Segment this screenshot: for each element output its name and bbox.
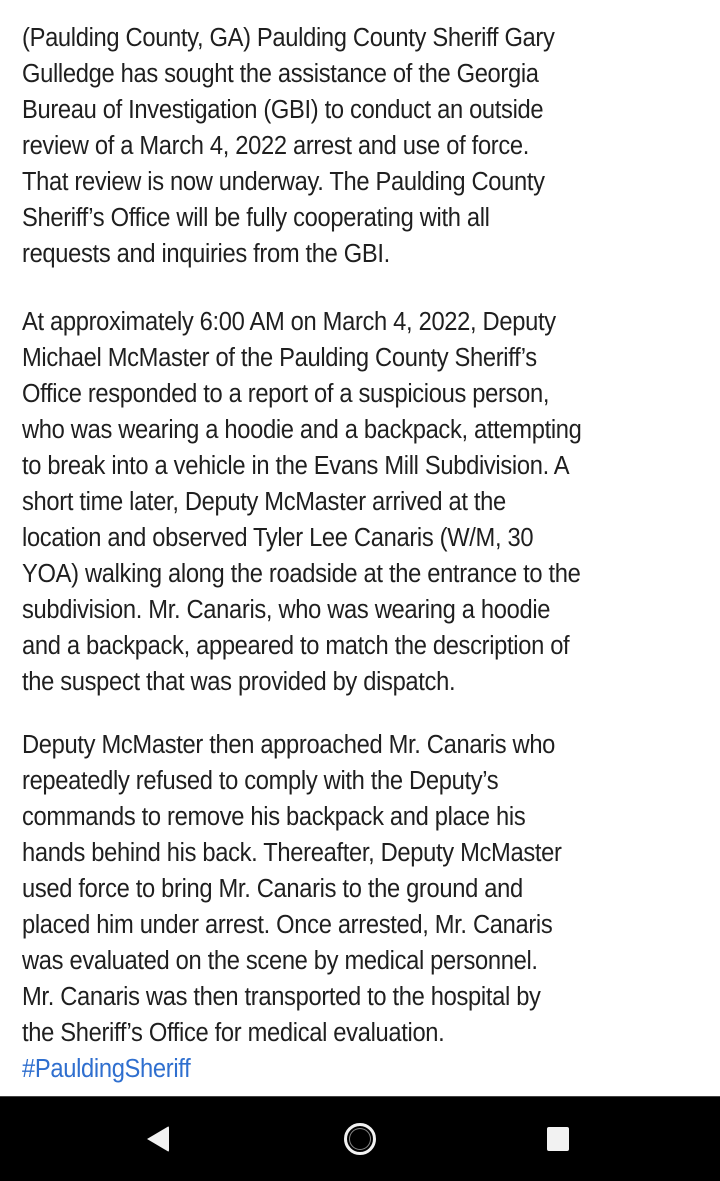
text-line: subdivision. Mr. Canaris, who was wearing a hoodie <box>22 596 551 624</box>
back-button[interactable] <box>98 1097 218 1181</box>
text-line: was evaluated on the scene by medical personnel. <box>22 947 538 975</box>
text-line: short time later, Deputy McMaster arrived at the <box>22 488 506 516</box>
text-line: review of a March 4, 2022 arrest and use of force. <box>22 132 530 160</box>
text-line: requests and inquiries from the GBI. <box>22 240 390 268</box>
text-line: Mr. Canaris was then transported to the hospital by <box>22 983 541 1011</box>
text-line: (Paulding County, GA) Paulding County Sheriff Gary <box>22 24 555 52</box>
text-line: hands behind his back. Thereafter, Deputy McMaster <box>22 839 562 867</box>
text-line: At approximately 6:00 AM on March 4, 2022, Deputy <box>22 308 556 336</box>
android-navigation-bar <box>0 1096 720 1181</box>
text-line: Office responded to a report of a suspicious person, <box>22 380 550 408</box>
text-line: YOA) walking along the roadside at the entrance to the <box>22 560 581 588</box>
home-circle-icon <box>344 1123 376 1155</box>
paragraph-intro <box>22 20 712 272</box>
text-line: the Sheriff’s Office for medical evaluation. <box>22 1019 445 1047</box>
text-line: to break into a vehicle in the Evans Mill Subdivision. A <box>22 452 570 480</box>
recent-apps-button[interactable] <box>498 1097 618 1181</box>
text-line: Sheriff’s Office will be fully cooperating with all <box>22 204 490 232</box>
paragraph-arrest <box>22 727 712 1087</box>
text-line: used force to bring Mr. Canaris to the ground and <box>22 875 523 903</box>
back-triangle-icon <box>147 1126 169 1152</box>
text-line: location and observed Tyler Lee Canaris (W/M, 30 <box>22 524 534 552</box>
text-line: commands to remove his backpack and place his <box>22 803 526 831</box>
text-line: placed him under arrest. Once arrested, Mr. Canaris <box>22 911 553 939</box>
text-line: Deputy McMaster then approached Mr. Canaris who <box>22 731 556 759</box>
text-line: and a backpack, appeared to match the description of <box>22 632 570 660</box>
home-button[interactable] <box>300 1097 420 1181</box>
text-line: repeatedly refused to comply with the Deputy’s <box>22 767 499 795</box>
recent-apps-square-icon <box>547 1127 569 1151</box>
text-line: Michael McMaster of the Paulding County Sheriff’s <box>22 344 537 372</box>
text-line: who was wearing a hoodie and a backpack, attempting <box>22 416 582 444</box>
paragraph-incident <box>22 304 712 700</box>
text-line: the suspect that was provided by dispatch. <box>22 668 456 696</box>
hashtag-link[interactable]: #PauldingSheriff <box>22 1055 191 1083</box>
text-line: Gulledge has sought the assistance of the Georgia <box>22 60 539 88</box>
text-line: Bureau of Investigation (GBI) to conduct an outside <box>22 96 544 124</box>
text-line: That review is now underway. The Paulding County <box>22 168 545 196</box>
